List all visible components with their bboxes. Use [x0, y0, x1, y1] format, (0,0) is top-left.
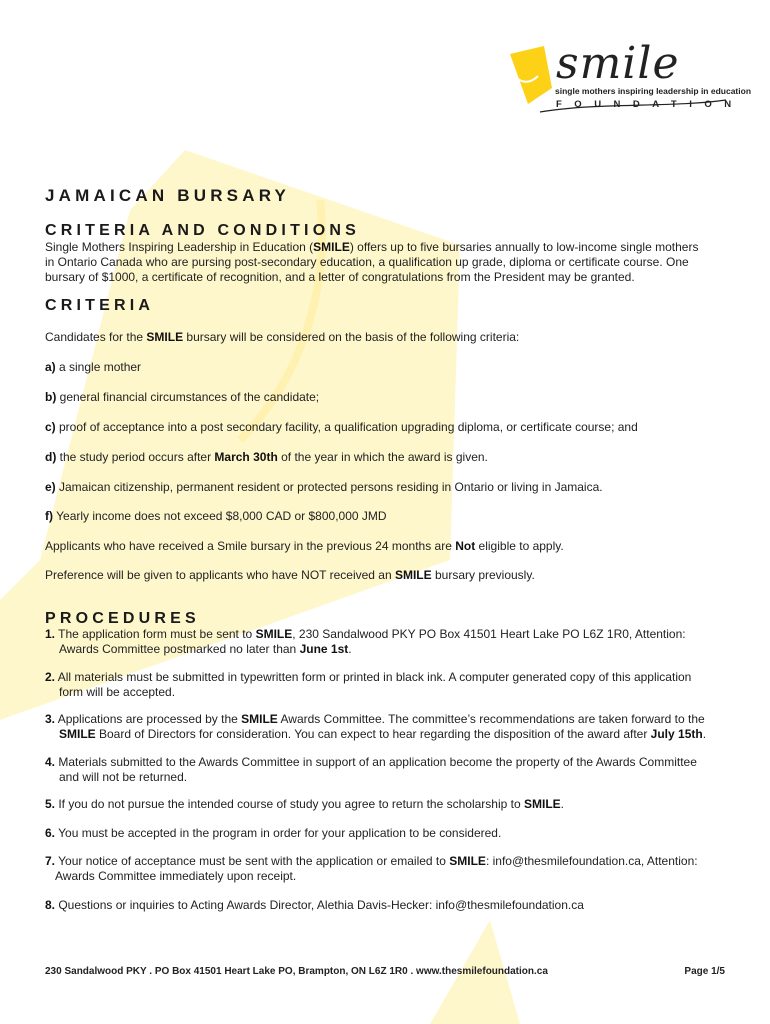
- criteria-preference: Preference will be given to applicants who have NOT received an SMILE bursary previously.: [45, 568, 535, 582]
- procedure-item-7: 7. Your notice of acceptance must be sent with the application or emailed to SMILE: info@thesmilefoundation.ca, Attention: Awards Committee immediately upon receipt.: [45, 854, 698, 883]
- procedure-item-6: 6. You must be accepted in the program in order for your application to be considered.: [45, 826, 502, 840]
- heading-criteria-and-conditions: CRITERIA AND CONDITIONS: [45, 222, 360, 239]
- procedure-item-8: 8. Questions or inquiries to Acting Awards Director, Alethia Davis-Hecker: info@thesmilefoundation.ca: [45, 898, 584, 912]
- criteria-item-f: f) Yearly income does not exceed $8,000 CAD or $800,000 JMD: [45, 509, 387, 523]
- criteria-item-b: b) general financial circumstances of the candidate;: [45, 390, 320, 404]
- criteria-lead: Candidates for the SMILE bursary will be considered on the basis of the following criteria:: [45, 330, 520, 344]
- criteria-item-d: d) the study period occurs after March 30th of the year in which the award is given.: [45, 450, 488, 464]
- procedure-item-4: 4. Materials submitted to the Awards Committee in support of an application become the property of the Awards Committee and will not be returned.: [45, 755, 697, 784]
- procedure-item-2: 2. All materials must be submitted in typewritten form or printed in black ink. A computer generated copy of this application form will be accepted.: [45, 670, 692, 699]
- heading-criteria: CRITERIA: [45, 297, 155, 314]
- smile-foundation-logo: [500, 38, 752, 120]
- heading-procedures: PROCEDURES: [45, 610, 200, 627]
- intro-paragraph: Single Mothers Inspiring Leadership in Education (SMILE) offers up to five bursaries annually to low-income single mothers in Ontario Canada who are pursing post-secondary education, a qualification up grade, diploma or certificate course. One bursary of $1000, a certificate of recognition, and a letter of congratulations from the President may be granted.: [45, 240, 699, 284]
- procedure-item-1: 1. The application form must be sent to SMILE, 230 Sandalwood PKY PO Box 41501 Heart Lake PO L6Z 1R0, Attention: Awards Committee postmarked no later than June 1st.: [45, 627, 686, 656]
- logo-wordmark: smile: [556, 38, 680, 89]
- footer-address: 230 Sandalwood PKY . PO Box 41501 Heart Lake PO, Brampton, ON L6Z 1R0 . www.thesmilefoundation.ca: [45, 966, 548, 977]
- page-number: Page 1/5: [684, 966, 725, 977]
- procedure-item-3: 3. Applications are processed by the SMILE Awards Committee. The committee’s recommendations are taken forward to the SMILE Board of Directors for consideration. You can expect to hear regarding the disposition of the award after July 15th.: [45, 712, 707, 741]
- page-title: JAMAICAN BURSARY: [45, 186, 291, 205]
- criteria-item-c: c) proof of acceptance into a post secondary facility, a qualification upgrading diploma, or certificate course; and: [45, 420, 638, 434]
- criteria-previous-recipients: Applicants who have received a Smile bursary in the previous 24 months are Not eligible to apply.: [45, 539, 564, 553]
- criteria-item-e: e) Jamaican citizenship, permanent resident or protected persons residing in Ontario or living in Jamaica.: [45, 480, 603, 494]
- procedure-item-5: 5. If you do not pursue the intended course of study you agree to return the scholarship to SMILE.: [45, 797, 564, 811]
- logo-tagline: single mothers inspiring leadership in education: [555, 86, 752, 96]
- criteria-item-a: a) a single mother: [45, 360, 142, 374]
- logo-foundation-text: FOUNDATION: [556, 99, 744, 110]
